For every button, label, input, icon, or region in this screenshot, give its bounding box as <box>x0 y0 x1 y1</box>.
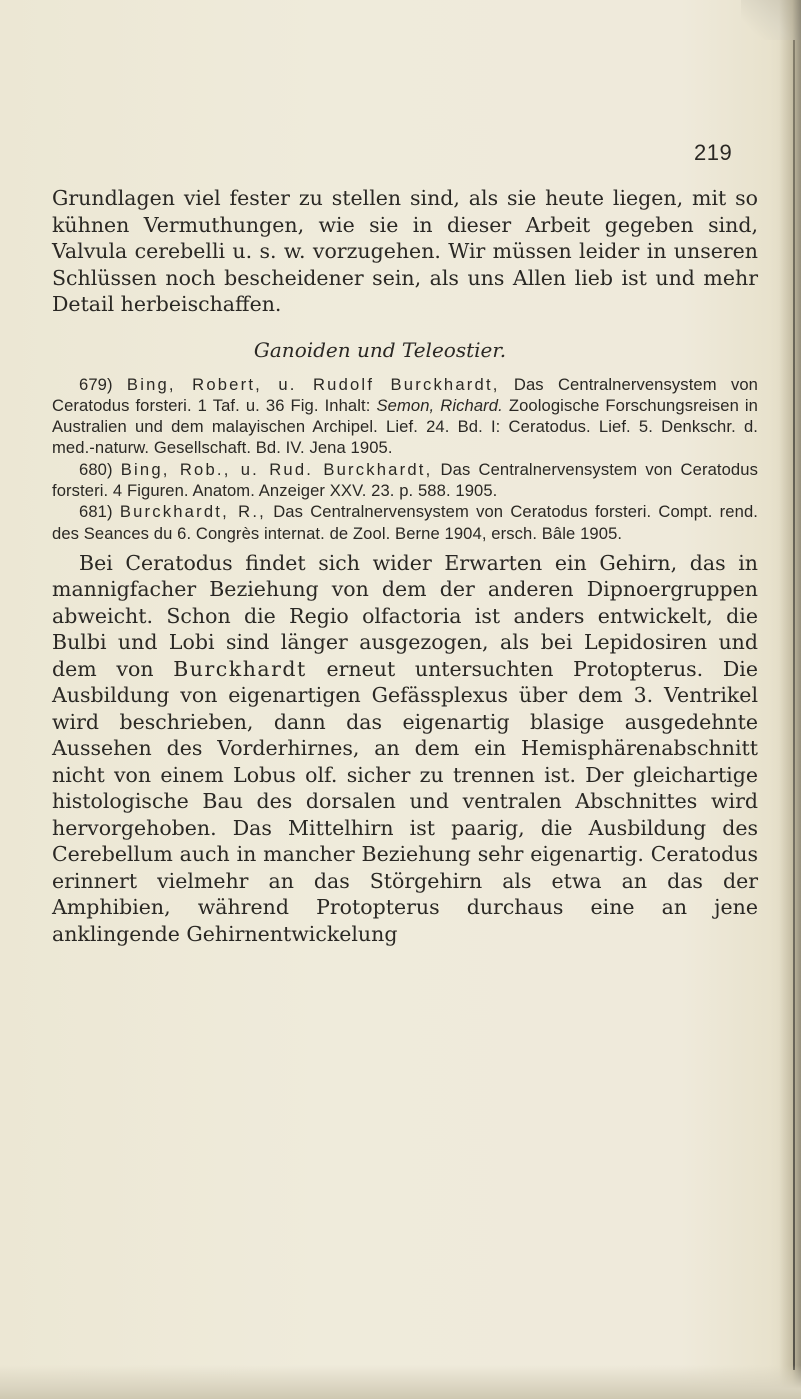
section-heading: Ganoiden und Teleostier. <box>253 337 507 362</box>
page-text <box>52 185 758 947</box>
reference-text: Zoologische Forschungsreisen in Australien und dem malayischen Archipel. Lief. 24. Bd. I: Ceratodus. Lief. 5. Denkschr. d. med.-naturw. Gesellschaft. Bd. IV. Jena 1905. <box>52 395 759 458</box>
reference-number: 681) <box>79 502 113 522</box>
reference-number: 680) <box>79 459 113 479</box>
page-bottom-shadow <box>0 1365 801 1399</box>
body-paragraph <box>52 550 758 948</box>
reference-679 <box>52 374 758 459</box>
reference-authors: Bing, Rob., u. Rud. Burckhardt, <box>120 459 433 479</box>
reference-authors: Burckhardt, R., <box>119 502 266 522</box>
page-edge-shadow <box>779 0 801 1399</box>
reference-text: Das Centralnervensystem von Ceratodus forsteri. 4 Figuren. Anatom. Anzeiger XXV. 23. p. 588. 1905. <box>52 459 758 500</box>
body-text: erneut untersuchten Protopterus. Die Ausbildung von eigenartigen Gefässplexus über dem 3. Ventrikel wird beschrieben, dann das eigenartig blasige ausgedehnte Aussehen des Vorderhirnes, an dem ein Hemisphärenabschnitt nicht von einem Lobus olf. sicher zu trennen ist. Der gleichartige histologische Bau des dorsalen und ventralen Abschnittes wird hervorgehoben. Das Mittelhirn ist paarig, die Ausbildung des Cerebellum auch in mancher Beziehung sehr eigenartig. Ceratodus erinnert vielmehr an das Störgehirn als etwa an das der Amphibien, während Protopterus durchaus eine an jene anklingende Gehirnentwickelung <box>52 656 758 946</box>
body-text: Bei Ceratodus findet sich wider Erwarten ein Gehirn, das in mannigfacher Beziehung von dem der anderen Dipnoergruppen abweicht. Schon die Regio olfactoria ist anders entwickelt, die Bulbi und Lobi sind länger ausgezogen, als bei Lepidosiren und dem von <box>52 550 758 681</box>
page-number: 219 <box>694 140 733 165</box>
intro-paragraph: Grundlagen viel fester zu stellen sind, als sie heute liegen, mit so kühnen Vermuthungen, wie sie in dieser Arbeit gegeben sind, Valvula cerebelli u. s. w. vorzugehen. Wir müssen leider in unseren Schlüssen noch bescheidener sein, als uns Allen lieb ist und mehr Detail herbeischaffen. <box>52 186 758 316</box>
reference-680 <box>52 459 758 502</box>
reference-text: Das Centralnervensystem von Ceratodus forsteri. 1 Taf. u. 36 Fig. Inhalt: <box>52 374 758 415</box>
reference-authors: Bing, Robert, u. Rudolf Burckhardt, <box>126 374 500 394</box>
binding-edge-line <box>793 40 795 1370</box>
reference-number: 679) <box>79 374 113 394</box>
reference-681 <box>52 501 758 544</box>
reference-text: Das Centralnervensystem von Ceratodus forsteri. Compt. rend. des Seances du 6. Congrès internat. de Zool. Berne 1904, ersch. Bâle 1905. <box>52 502 758 543</box>
reference-italic: Semon, Richard. <box>376 395 503 415</box>
author-name: Burckhardt <box>173 656 307 681</box>
